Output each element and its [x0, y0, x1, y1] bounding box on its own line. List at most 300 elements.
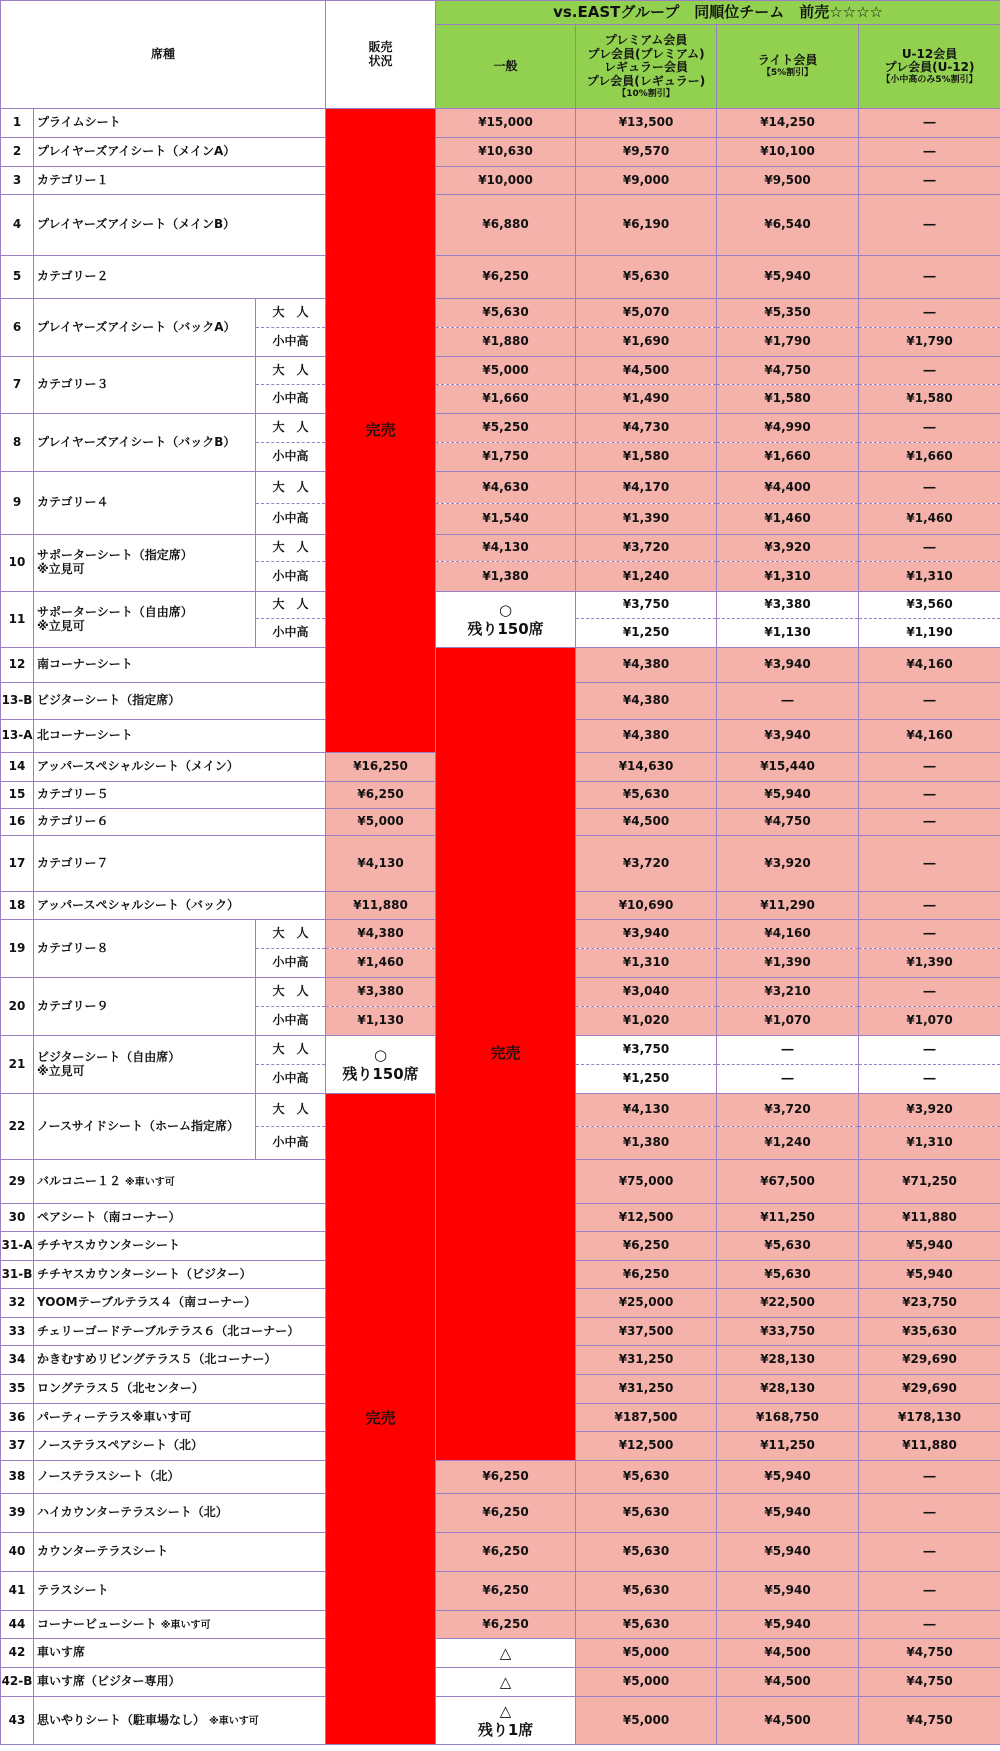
seat-name-text: チチヤスカウンターシート（ビジター） — [37, 1266, 252, 1281]
price-cell: ¥1,240 — [717, 1127, 859, 1160]
seat-name-text: チェリーゴードテーブルテラス６（北コーナー） — [37, 1323, 300, 1338]
price-cell: ¥4,130 — [576, 1094, 717, 1127]
price-cell: ¥6,540 — [717, 195, 859, 256]
seat-name — [34, 414, 256, 472]
seat-name-text: ロングテラス５（北センター） — [37, 1381, 204, 1396]
price-cell: ¥1,020 — [576, 1007, 717, 1036]
adult-label: 大 人 — [256, 1094, 326, 1127]
price-cell: ― — [859, 256, 1000, 299]
price-cell: ― — [859, 978, 1000, 1007]
price-cell: ¥3,380 — [717, 592, 859, 619]
price-cell: ¥3,560 — [859, 592, 1000, 619]
student-label: 小中高 — [256, 562, 326, 592]
price-cell: ― — [859, 299, 1000, 328]
price-cell: ¥12,500 — [576, 1432, 717, 1461]
status-cell — [436, 1668, 576, 1697]
price-cell: ¥4,750 — [717, 809, 859, 836]
seat-name — [34, 1533, 326, 1572]
student-label: 小中高 — [256, 328, 326, 357]
price-cell: ¥3,940 — [576, 920, 717, 949]
price-cell: ¥4,380 — [576, 648, 717, 683]
price-cell: ¥1,310 — [859, 1127, 1000, 1160]
price-cell: ¥6,250 — [436, 1494, 576, 1533]
row-number: 35 — [1, 1375, 34, 1404]
seat-name — [34, 1232, 326, 1261]
price-cell: ¥1,380 — [576, 1127, 717, 1160]
seat-name — [34, 683, 326, 720]
seat-name-text: チチヤスカウンターシート — [37, 1238, 181, 1253]
table-row — [1, 256, 1000, 299]
price-cell: ¥11,290 — [717, 892, 859, 920]
price-cell: ¥3,920 — [717, 535, 859, 562]
table-row — [1, 357, 1000, 385]
seat-name — [34, 1611, 326, 1639]
row-number: 22 — [1, 1094, 34, 1160]
price-cell: ― — [859, 1065, 1000, 1094]
price-cell: ¥1,190 — [859, 619, 1000, 648]
table-row — [1, 1494, 1000, 1533]
price-cell: ¥14,250 — [717, 109, 859, 138]
row-number: 13-A — [1, 720, 34, 753]
seat-note: ※車いす可 — [160, 1619, 211, 1631]
student-label: 小中高 — [256, 1007, 326, 1036]
seat-name — [34, 1036, 256, 1094]
price-cell: ¥22,500 — [717, 1289, 859, 1318]
price-cell: ¥1,250 — [576, 619, 717, 648]
price-cell: ¥1,310 — [859, 562, 1000, 592]
seat-name — [34, 648, 326, 683]
seat-name — [34, 753, 326, 782]
seat-name-text: カテゴリー６ — [37, 814, 109, 829]
adult-label: 大 人 — [256, 1036, 326, 1065]
price-cell: ¥31,250 — [576, 1346, 717, 1375]
price-cell: ¥1,660 — [717, 443, 859, 472]
price-cell: ― — [859, 920, 1000, 949]
seat-name — [34, 1572, 326, 1611]
price-cell: ― — [859, 414, 1000, 443]
price-cell: ¥6,190 — [576, 195, 717, 256]
table-row — [1, 1461, 1000, 1494]
seat-note: ※立見可 — [37, 1063, 85, 1078]
price-cell: ¥4,750 — [859, 1697, 1000, 1745]
price-cell: ¥9,500 — [717, 167, 859, 195]
adult-label: 大 人 — [256, 414, 326, 443]
seat-name — [34, 1668, 326, 1697]
seat-name-text: ノーステラスシート（北） — [37, 1469, 180, 1484]
seat-note: ※車いす可 — [125, 1176, 175, 1188]
price-cell: ¥11,880 — [326, 892, 436, 920]
price-cell: ― — [859, 167, 1000, 195]
price-cell: ― — [859, 1036, 1000, 1065]
table-row — [1, 167, 1000, 195]
status-text: △ — [499, 1672, 512, 1691]
price-cell: ¥6,250 — [436, 1611, 576, 1639]
seat-name — [34, 892, 326, 920]
price-cell: ¥3,040 — [576, 978, 717, 1007]
table-row — [1, 138, 1000, 167]
seat-name-text: カテゴリー３ — [37, 377, 109, 392]
seat-name-text: プライムシート — [37, 115, 121, 130]
adult-label: 大 人 — [256, 357, 326, 385]
price-cell: ¥1,880 — [436, 328, 576, 357]
price-cell: ¥10,630 — [436, 138, 576, 167]
seat-name-text: カテゴリー１ — [37, 172, 109, 187]
price-cell: ¥1,390 — [717, 949, 859, 978]
seat-name — [34, 1204, 326, 1232]
price-cell: ¥14,630 — [576, 753, 717, 782]
price-cell: ¥5,630 — [576, 1572, 717, 1611]
row-number: 2 — [1, 138, 34, 167]
price-cell: ¥5,000 — [436, 357, 576, 385]
seat-name-text: アッパースペシャルシート（メイン） — [37, 759, 239, 774]
price-cell: ― — [717, 683, 859, 720]
seat-name — [34, 167, 326, 195]
seat-name — [34, 1094, 256, 1160]
status-cell — [436, 1697, 576, 1745]
seat-name-text: プレイヤーズアイシート（バックB） — [37, 434, 236, 449]
price-cell: ― — [859, 357, 1000, 385]
table-row — [1, 109, 1000, 138]
price-cell: ¥4,750 — [859, 1639, 1000, 1668]
seat-name — [34, 1375, 326, 1404]
seat-name — [34, 978, 256, 1036]
seat-name — [34, 592, 256, 648]
price-cell: ¥1,580 — [859, 385, 1000, 414]
price-cell: ¥28,130 — [717, 1375, 859, 1404]
row-number: 14 — [1, 753, 34, 782]
price-cell: ― — [859, 1611, 1000, 1639]
header-seat-type: 席種 — [1, 1, 326, 109]
student-label: 小中高 — [256, 1065, 326, 1094]
row-number: 30 — [1, 1204, 34, 1232]
price-cell: ― — [859, 836, 1000, 892]
price-cell: ¥15,000 — [436, 109, 576, 138]
row-number: 11 — [1, 592, 34, 648]
adult-label: 大 人 — [256, 592, 326, 619]
adult-label: 大 人 — [256, 299, 326, 328]
price-cell: ¥4,500 — [717, 1668, 859, 1697]
price-cell: ¥67,500 — [717, 1160, 859, 1204]
status-text: △ — [499, 1701, 512, 1720]
seat-name — [34, 195, 326, 256]
price-cell: ¥3,750 — [576, 592, 717, 619]
seat-name-text: ノースサイドシート（ホーム指定席） — [37, 1118, 239, 1133]
seat-name — [34, 1289, 326, 1318]
row-number: 36 — [1, 1404, 34, 1432]
price-cell: ¥4,170 — [576, 472, 717, 504]
seat-name — [34, 1639, 326, 1668]
price-cell: ¥9,000 — [576, 167, 717, 195]
table-row — [1, 472, 1000, 504]
status-cell — [436, 592, 576, 648]
price-cell: ¥5,940 — [717, 1461, 859, 1494]
price-cell: ¥6,880 — [436, 195, 576, 256]
seat-name — [34, 920, 256, 978]
seat-name — [34, 299, 256, 357]
price-cell: ― — [859, 138, 1000, 167]
price-cell: ¥3,720 — [717, 1094, 859, 1127]
price-cell: ¥5,940 — [717, 782, 859, 809]
row-number: 8 — [1, 414, 34, 472]
price-cell: ¥3,720 — [576, 535, 717, 562]
price-cell: ¥4,500 — [717, 1639, 859, 1668]
price-cell: ¥5,940 — [859, 1261, 1000, 1289]
price-cell: ¥6,250 — [576, 1261, 717, 1289]
row-number: 42 — [1, 1639, 34, 1668]
price-cell: ¥71,250 — [859, 1160, 1000, 1204]
table-row — [1, 299, 1000, 328]
seat-name-text: ビジターシート（自由席） — [37, 1049, 181, 1064]
price-cell: ― — [859, 535, 1000, 562]
header-general: 一般 — [436, 25, 576, 109]
price-cell: ― — [859, 1533, 1000, 1572]
student-label: 小中高 — [256, 443, 326, 472]
price-cell: ¥4,400 — [717, 472, 859, 504]
table-row — [1, 1572, 1000, 1611]
price-cell: ¥4,500 — [576, 357, 717, 385]
price-cell: ¥1,660 — [859, 443, 1000, 472]
price-cell: ¥4,990 — [717, 414, 859, 443]
price-cell: ¥4,500 — [717, 1697, 859, 1745]
seat-name-text: テラスシート — [37, 1583, 109, 1598]
row-number: 39 — [1, 1494, 34, 1533]
seat-name-text: 北コーナーシート — [37, 728, 133, 743]
status-text: 残り150席 — [467, 619, 544, 638]
seat-name-text: 車いす席 — [37, 1645, 86, 1660]
seat-name — [34, 782, 326, 809]
price-cell: ¥23,750 — [859, 1289, 1000, 1318]
price-cell: ¥11,880 — [859, 1432, 1000, 1461]
seat-name — [34, 1494, 326, 1533]
row-number: 3 — [1, 167, 34, 195]
price-cell: ¥11,880 — [859, 1204, 1000, 1232]
row-number: 40 — [1, 1533, 34, 1572]
price-cell: ― — [859, 1494, 1000, 1533]
price-cell: ¥1,070 — [859, 1007, 1000, 1036]
price-cell: ¥6,250 — [436, 256, 576, 299]
seat-name — [34, 1346, 326, 1375]
seat-name-text: YOOMテーブルテラス４（南コーナー） — [37, 1295, 257, 1310]
price-cell: ¥5,940 — [717, 256, 859, 299]
price-cell: ¥11,250 — [717, 1204, 859, 1232]
price-cell: ¥3,210 — [717, 978, 859, 1007]
price-cell: ¥5,000 — [326, 809, 436, 836]
row-number: 18 — [1, 892, 34, 920]
student-label: 小中高 — [256, 1127, 326, 1160]
row-number: 31-A — [1, 1232, 34, 1261]
seat-name-text: プレイヤーズアイシート（メインA） — [37, 144, 236, 159]
price-cell: ¥1,310 — [576, 949, 717, 978]
price-cell: ¥10,000 — [436, 167, 576, 195]
seat-name-text: ビジターシート（指定席） — [37, 693, 181, 708]
price-cell: ¥31,250 — [576, 1375, 717, 1404]
price-cell: ¥4,380 — [576, 683, 717, 720]
price-cell: ¥5,940 — [717, 1572, 859, 1611]
row-number: 6 — [1, 299, 34, 357]
seat-name-text: カテゴリー９ — [37, 998, 109, 1013]
price-cell: ¥1,580 — [717, 385, 859, 414]
price-cell: ¥1,130 — [717, 619, 859, 648]
price-cell: ― — [859, 782, 1000, 809]
row-number: 37 — [1, 1432, 34, 1461]
price-cell: ¥1,790 — [859, 328, 1000, 357]
status-text: 残り1席 — [477, 1720, 534, 1739]
price-cell: ¥5,630 — [717, 1232, 859, 1261]
row-number: 16 — [1, 809, 34, 836]
seat-name — [34, 836, 326, 892]
adult-label: 大 人 — [256, 472, 326, 504]
row-number: 21 — [1, 1036, 34, 1094]
price-cell: ¥5,000 — [576, 1639, 717, 1668]
price-cell: ¥4,130 — [326, 836, 436, 892]
student-label: 小中高 — [256, 385, 326, 414]
seat-name-text: 車いす席（ビジター専用） — [37, 1674, 181, 1689]
price-cell: ¥5,630 — [576, 1611, 717, 1639]
seat-name — [34, 357, 256, 414]
row-number: 15 — [1, 782, 34, 809]
seat-name — [34, 138, 326, 167]
price-cell: ¥5,940 — [717, 1611, 859, 1639]
seat-name — [34, 472, 256, 535]
row-number: 1 — [1, 109, 34, 138]
price-cell: ¥5,630 — [576, 256, 717, 299]
header-u12: U-12会員 プレ会員(U-12) 【小中高のみ5%割引】 — [859, 25, 1000, 109]
price-cell: ¥33,750 — [717, 1318, 859, 1346]
table-row — [1, 535, 1000, 562]
price-cell: ¥5,630 — [436, 299, 576, 328]
row-number: 12 — [1, 648, 34, 683]
seat-name-text: プレイヤーズアイシート（メインB） — [37, 217, 236, 232]
adult-label: 大 人 — [256, 920, 326, 949]
price-cell: ¥1,580 — [576, 443, 717, 472]
price-cell: ¥1,790 — [717, 328, 859, 357]
table-row — [1, 1611, 1000, 1639]
price-cell: ¥1,460 — [326, 949, 436, 978]
row-number: 19 — [1, 920, 34, 978]
price-cell: ¥1,380 — [436, 562, 576, 592]
status-text: 残り150席 — [342, 1064, 419, 1083]
status-sold-out: 完売 — [326, 109, 436, 753]
price-cell: ¥4,730 — [576, 414, 717, 443]
status-text: ○ — [373, 1045, 388, 1064]
status-text: △ — [499, 1643, 512, 1662]
seat-name — [34, 1697, 326, 1745]
price-cell: ¥3,380 — [326, 978, 436, 1007]
seat-name-text: プレイヤーズアイシート（バックA） — [37, 319, 236, 334]
price-cell: ¥11,250 — [717, 1432, 859, 1461]
price-cell: ¥1,750 — [436, 443, 576, 472]
table-row — [1, 195, 1000, 256]
adult-label: 大 人 — [256, 978, 326, 1007]
price-cell: ¥4,160 — [717, 920, 859, 949]
table-row — [1, 1697, 1000, 1745]
price-cell: ¥16,250 — [326, 753, 436, 782]
seat-name — [34, 1318, 326, 1346]
seat-name-text: かきむすめリビングテラス５（北コーナー） — [37, 1352, 277, 1367]
price-cell: ¥5,630 — [576, 1533, 717, 1572]
row-number: 17 — [1, 836, 34, 892]
price-cell: ¥5,630 — [576, 1461, 717, 1494]
price-cell: ¥4,130 — [436, 535, 576, 562]
seat-name — [34, 1461, 326, 1494]
seat-name — [34, 809, 326, 836]
price-cell: ¥4,380 — [326, 920, 436, 949]
price-cell: ¥3,920 — [859, 1094, 1000, 1127]
row-number: 29 — [1, 1160, 34, 1204]
price-cell: ¥25,000 — [576, 1289, 717, 1318]
price-cell: ¥6,250 — [576, 1232, 717, 1261]
row-number: 44 — [1, 1611, 34, 1639]
price-cell: ¥5,250 — [436, 414, 576, 443]
price-cell: ¥5,350 — [717, 299, 859, 328]
table-row — [1, 1639, 1000, 1668]
price-cell: ¥4,630 — [436, 472, 576, 504]
status-cell — [326, 1036, 436, 1094]
price-cell: ― — [859, 109, 1000, 138]
seat-name-text: ノーステラスペアシート（北） — [37, 1438, 203, 1453]
row-number: 43 — [1, 1697, 34, 1745]
row-number: 33 — [1, 1318, 34, 1346]
seat-note: ※車いす可 — [209, 1715, 259, 1727]
seat-name-text: カテゴリー８ — [37, 940, 109, 955]
seat-name-text: サポーターシート（自由席） — [37, 604, 193, 619]
price-cell: ¥187,500 — [576, 1404, 717, 1432]
table-row — [1, 414, 1000, 443]
seat-name-text: ペアシート（南コーナー） — [37, 1209, 181, 1224]
price-cell: ¥3,940 — [717, 648, 859, 683]
price-cell: ¥1,310 — [717, 562, 859, 592]
price-cell: ― — [859, 1461, 1000, 1494]
table-row — [1, 648, 1000, 683]
seat-name — [34, 1160, 326, 1204]
row-number: 10 — [1, 535, 34, 592]
status-cell — [436, 1639, 576, 1668]
price-cell: ¥35,630 — [859, 1318, 1000, 1346]
price-cell: ¥5,630 — [717, 1261, 859, 1289]
student-label: 小中高 — [256, 504, 326, 535]
student-label: 小中高 — [256, 619, 326, 648]
price-cell: ¥37,500 — [576, 1318, 717, 1346]
price-cell: ¥3,750 — [576, 1036, 717, 1065]
price-cell: ¥4,750 — [717, 357, 859, 385]
price-cell: ¥15,440 — [717, 753, 859, 782]
price-cell: ¥13,500 — [576, 109, 717, 138]
price-cell: ¥4,160 — [859, 648, 1000, 683]
adult-label: 大 人 — [256, 535, 326, 562]
header-premium: プレミアム会員 プレ会員(プレミアム) レギュラー会員 プレ会員(レギュラー) 【10%割引】 — [576, 25, 717, 109]
row-number: 34 — [1, 1346, 34, 1375]
price-cell: ¥1,070 — [717, 1007, 859, 1036]
price-cell: ― — [859, 472, 1000, 504]
student-label: 小中高 — [256, 949, 326, 978]
price-cell: ¥1,540 — [436, 504, 576, 535]
status-sold-out: 完売 — [326, 1094, 436, 1745]
seat-name-text: パーティーテラス※車いす可 — [37, 1409, 192, 1424]
row-number: 41 — [1, 1572, 34, 1611]
row-number: 32 — [1, 1289, 34, 1318]
price-cell: ¥5,070 — [576, 299, 717, 328]
seat-name-text: カテゴリー５ — [37, 787, 109, 802]
row-number: 7 — [1, 357, 34, 414]
header-group-title: vs.EASTグループ 同順位チーム 前売☆☆☆☆ — [436, 1, 1000, 25]
price-cell: ¥3,720 — [576, 836, 717, 892]
price-cell: ¥1,250 — [576, 1065, 717, 1094]
price-cell: ¥178,130 — [859, 1404, 1000, 1432]
price-cell: ¥5,630 — [576, 1494, 717, 1533]
row-number: 38 — [1, 1461, 34, 1494]
price-cell: ¥4,160 — [859, 720, 1000, 753]
header-lite: ライト会員 【5%割引】 — [717, 25, 859, 109]
